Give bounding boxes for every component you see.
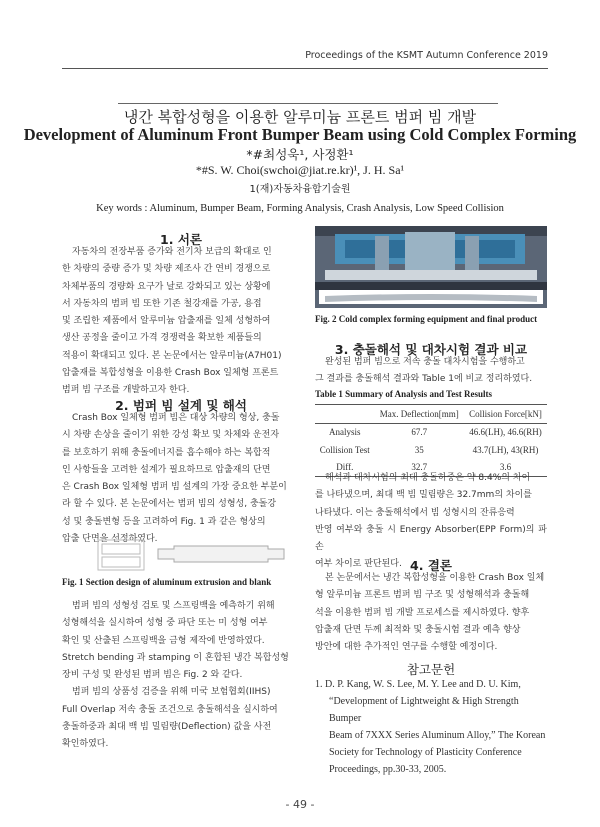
table-cell: Diff. (336, 462, 354, 473)
text-line: Full Overlap 저속 충돌 조건으로 충돌해석을 실시하여 (62, 704, 278, 715)
text-line: 범퍼 빔의 상품성 검증을 위해 미국 보험협회(IIHS) (72, 687, 271, 698)
text-line: 범퍼 빔의 성형성 검토 및 스프링백을 예측하기 위해 (72, 601, 275, 611)
text-line: 그 결과를 충돌해석 결과와 Table 1에 비교 정리하였다. (315, 374, 533, 385)
results-table (315, 404, 547, 477)
section-design-body (62, 410, 300, 548)
table-cell: 3.6 (499, 462, 512, 473)
table-cell: 43.7(LH), 43(RH) (472, 444, 539, 455)
text-line: 성형해석을 실시하여 성형 중 파단 또는 미 성형 여부 (62, 618, 268, 629)
section-design-body-continued (62, 598, 300, 754)
text-line: 를 보호하기 위해 충돌에너지를 흡수해야 하는 복합적 (62, 447, 271, 458)
header-rule (62, 68, 548, 69)
text-line: 장비 구성 및 완성된 범퍼 빔은 Fig. 2 와 같다. (62, 670, 243, 681)
table1-caption: Table 1 Summary of Analysis and Test Results (315, 389, 492, 399)
reference-line: Beam of 7XXX Series Aluminum Alloy,” The Korean (329, 730, 546, 741)
keywords: Key words : Aluminum, Bumper Beam, Forming Analysis, Crash Analysis, Low Speed Collision (96, 203, 504, 214)
extrusion-section (98, 540, 144, 570)
reference-line: “Development of Lightweight & High Strength Bumper (329, 696, 519, 724)
table-header-row (315, 405, 547, 424)
table-header-cell: Collision Force[kN] (469, 408, 542, 419)
references-list (315, 676, 547, 778)
text-line: 범퍼 빔 구조를 개발하고자 한다. (62, 385, 190, 396)
text-line: 자동차의 전장부품 증가와 전기차 보급의 확대로 인 (72, 247, 272, 257)
text-line: 본 논문에서는 냉간 복합성형을 이용한 Crash Box 일체 (325, 573, 545, 583)
fig2-caption: Fig. 2 Cold complex forming equipment and final product (315, 314, 538, 324)
text-line: 완성된 범퍼 빔으로 저속 충돌 대차시험을 수행하고 (325, 357, 525, 367)
running-header: Proceedings of the KSMT Autumn Conference 2019 (305, 50, 548, 61)
section-intro-title: 1. 서론 (160, 232, 202, 247)
section-design-title: 2. 범퍼 빔 설계 및 해석 (115, 398, 247, 413)
table-cell: 32.7 (411, 462, 428, 473)
text-line: 여부 차이로 판단된다. (315, 559, 402, 570)
text-line: 인 사항들을 고려한 설계가 필요하므로 압출재의 단면 (62, 464, 271, 475)
section-conclusion-body (315, 570, 547, 656)
table-cell: 35 (414, 444, 424, 455)
text-line: Stretch bending 과 stamping 이 혼합된 냉간 복합성형 (62, 652, 289, 663)
affiliation: 1(재)자동차융합기술원 (249, 184, 351, 195)
text-line: 생산 공정을 줄이고 가격 경쟁력을 확보한 제품들의 (62, 333, 262, 344)
text-line: 해석과 대차시험의 최대 충돌하중은 약 8.4%의 차이 (325, 473, 531, 483)
table-cell: Analysis (329, 427, 361, 438)
table-cell: 46.6(LH), 46.6(RH) (469, 427, 542, 438)
table-row (315, 423, 547, 441)
text-line: 반영 여부와 충돌 시 Energy Absorber(EPP Form)의 파손 (315, 524, 547, 553)
text-line: 은 Crash Box 일체형 범퍼 빔 설계의 가장 중요한 부분이 (62, 482, 287, 493)
text-line: 라 할 수 있다. 본 논문에서는 범퍼 빔의 성형성, 충돌강 (62, 499, 277, 510)
page-number: - 49 - (285, 798, 315, 811)
table-header-cell (315, 405, 375, 424)
reference-line: Society for Technology of Plasticity Conference (329, 747, 522, 758)
table-cell: 67.7 (411, 427, 428, 438)
text-line: 확인 및 산출된 스프링백을 금형 제작에 반영하였다. (62, 635, 265, 646)
table-header-cell: Max. Deflection[mm] (379, 408, 459, 419)
text-line: 압출재를 복합성형을 이용한 Crash Box 일체형 프론트 (62, 368, 279, 379)
reference-line: Proceedings, pp.30-33, 2005. (329, 764, 447, 775)
text-line: 나타냈다. 이는 충돌해석에서 빔 성형시의 잔류응력 (315, 507, 515, 518)
text-line: 적용이 확대되고 있다. 본 논문에서는 알루미늄(A7H01) (62, 350, 282, 361)
blank-beam (158, 546, 284, 562)
text-line: 시 차량 손상을 줄이기 위한 강성 확보 및 차체와 운전자 (62, 430, 280, 441)
table-row (315, 441, 547, 459)
text-line: Crash Box 일체형 범퍼 빔은 대상 차량의 형상, 충돌 (72, 413, 280, 423)
text-line: 충돌하중과 최대 백 빔 밀림량(Deflection) 값을 사전 (62, 722, 272, 733)
text-line: 및 조립한 제품에서 알루미늄 압출재를 일체 성형하여 (62, 316, 271, 327)
title-korean: 냉간 복합성형을 이용한 알루미늄 프론트 범퍼 빔 개발 (123, 108, 477, 126)
equipment-illustration (315, 226, 547, 308)
table-cell: Collision Test (319, 444, 370, 455)
text-line: 를 나타냈으며, 최대 백 빔 밀림량은 32.7mm의 차이를 (315, 490, 532, 501)
text-line: 형 알루미늄 프론트 범퍼 빔 구조 및 성형해석과 충돌해 (315, 590, 530, 601)
text-line: 방안에 대한 추가적인 연구를 수행할 예정이다. (315, 642, 498, 653)
reference-line: 1. D. P. Kang, W. S. Lee, M. Y. Lee and D. U. Kim, (315, 679, 521, 690)
section-intro-body (62, 244, 300, 400)
text-line: 성 및 충돌변형 등을 고려하여 Fig. 1 과 같은 형상의 (62, 516, 266, 527)
authors-english: *#S. W. Choi(swchoi@jiat.re.kr)¹, J. H. Sa¹ (195, 163, 405, 177)
fig2-equipment-photo (315, 226, 547, 308)
text-line: 압출재 단면 두께 최적화 및 충돌시험 결과 예측 향상 (315, 624, 521, 635)
text-line: 압출 단면을 선정하였다. (62, 534, 158, 545)
text-line: 한 차량의 중량 증가 및 차량 제조사 간 연비 경쟁으로 (62, 264, 271, 275)
text-line: 석을 이용한 범퍼 빔 개발 프로세스를 제시하였다. 향후 (315, 607, 530, 618)
text-line: 차체부품의 경량화 요구가 날로 강화되고 있는 상황에 (62, 281, 271, 292)
section-test-title: 3. 충돌해석 및 대차시험 결과 비교 (334, 342, 528, 357)
title-english: Development of Aluminum Front Bumper Beam using Cold Complex Forming (23, 125, 577, 144)
section-test-body (315, 354, 547, 389)
references-title: 참고문헌 (406, 662, 456, 677)
authors-korean: *#최성욱¹, 사정환¹ (246, 147, 354, 162)
text-line: 확인하였다. (62, 739, 109, 750)
fig1-section-and-blank (62, 537, 300, 575)
text-line: 서 자동차의 범퍼 빔 또한 기존 철강재를 가공, 용접 (62, 298, 262, 309)
section-conclusion-title: 4. 결론 (410, 558, 452, 573)
fig1-caption: Fig. 1 Section design of aluminum extrusion and blank (62, 577, 272, 587)
title-rule (118, 103, 498, 104)
